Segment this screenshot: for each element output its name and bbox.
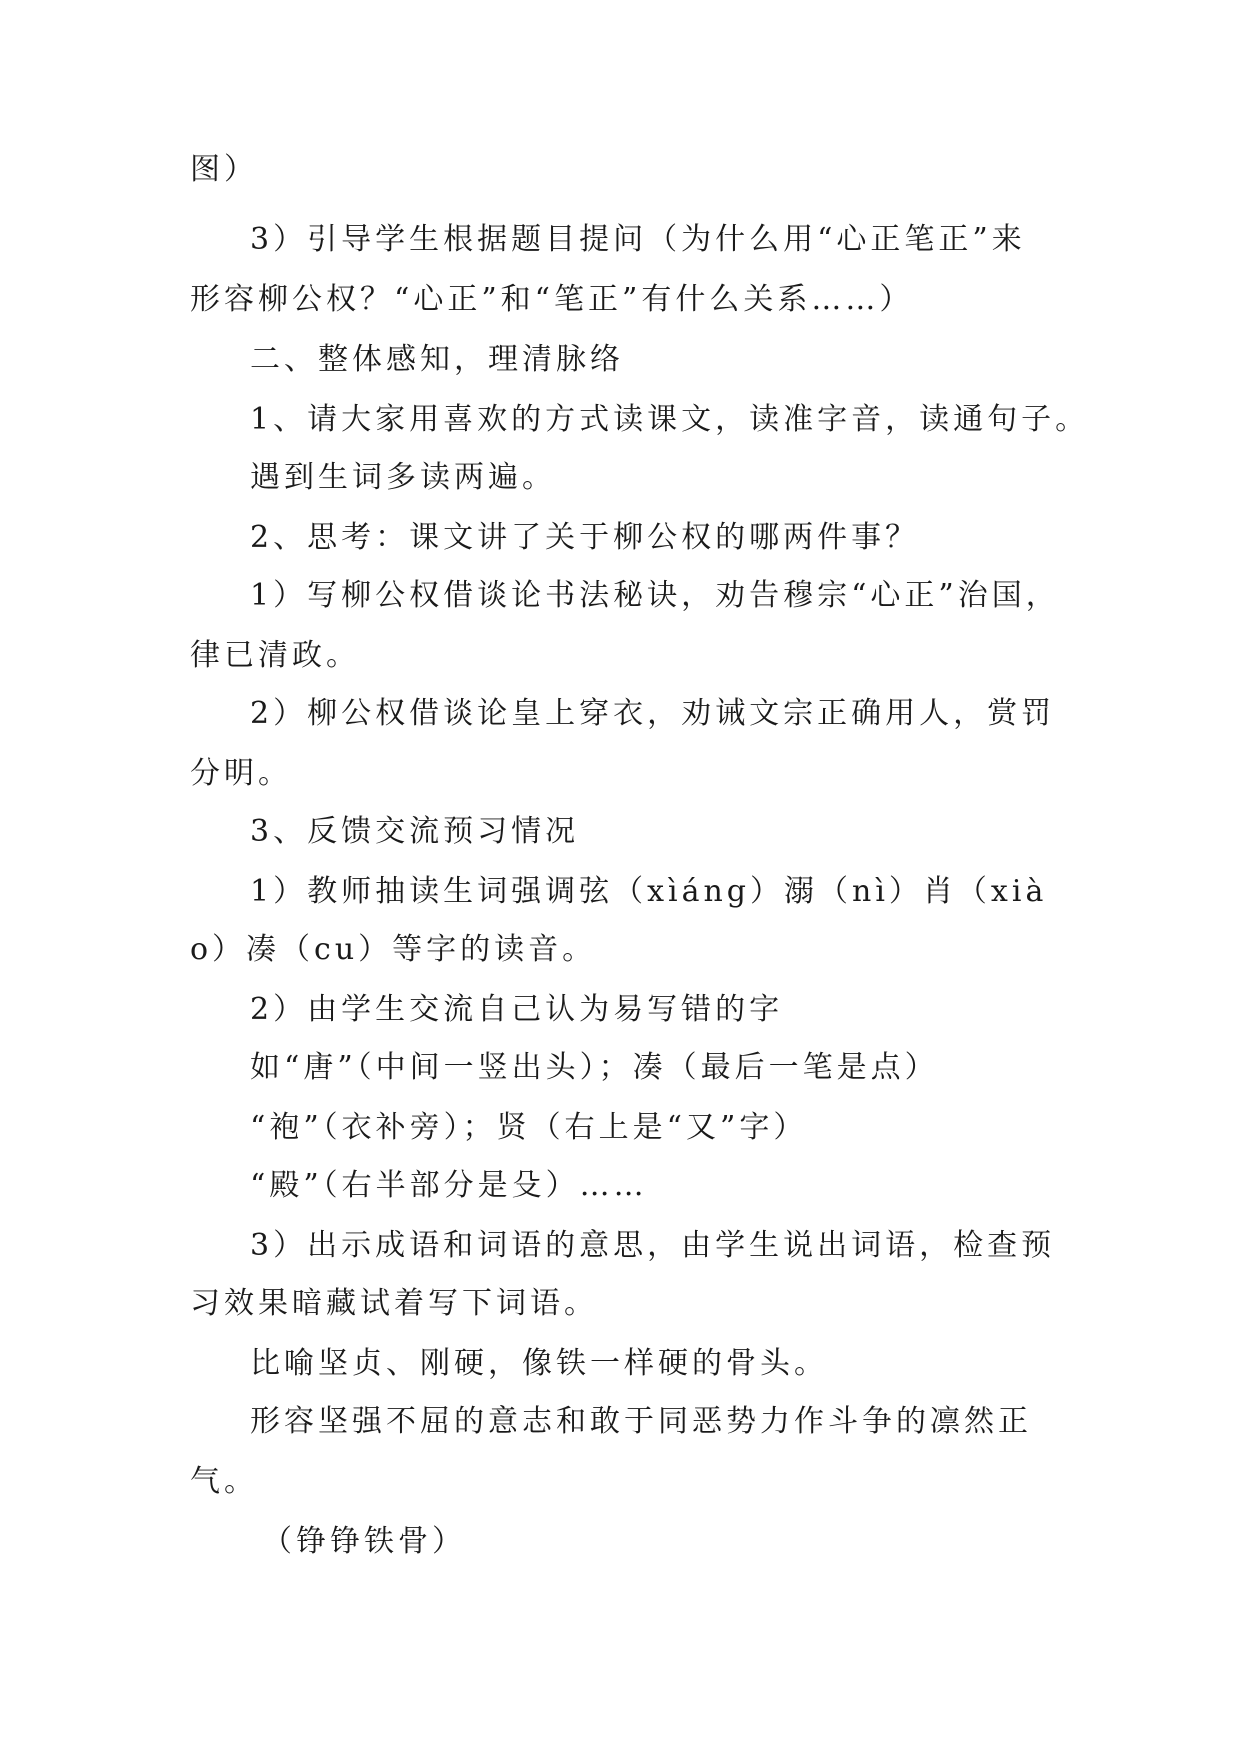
text-line: “殿”（右半部分是殳）……	[250, 1168, 648, 1203]
text-line: 遇到生词多读两遍。	[250, 460, 556, 495]
text-line: 3）出示成语和词语的意思，由学生说出词语，检查预	[250, 1228, 1056, 1263]
text-line: 2、思考：课文讲了关于柳公权的哪两件事？	[250, 520, 920, 555]
text-line: 2）由学生交流自己认为易写错的字	[250, 992, 784, 1027]
text-line: 习效果暗藏试着写下词语。	[190, 1286, 598, 1321]
text-line: “袍”（衣补旁）；贤（右上是“又”字）	[250, 1110, 808, 1145]
text-line: 3）引导学生根据题目提问（为什么用“心正笔正”来	[250, 222, 1026, 257]
text-line: 1）写柳公权借谈论书法秘诀，劝告穆宗“心正”治国，	[250, 578, 1060, 613]
text-line: （铮铮铁骨）	[262, 1524, 466, 1559]
text-line: 如“唐”（中间一竖出头）；凑（最后一笔是点）	[250, 1050, 939, 1085]
text-line: 律已清政。	[190, 638, 360, 673]
text-line: 2）柳公权借谈论皇上穿衣，劝诫文宗正确用人，赏罚	[250, 696, 1056, 731]
text-line: 形容柳公权？“心正”和“笔正”有什么关系……）	[190, 282, 914, 317]
text-line: o）凑（cu）等字的读音。	[190, 932, 597, 967]
section-heading: 二、整体感知，理清脉络	[250, 342, 624, 377]
text-line: 形容坚强不屈的意志和敢于同恶势力作斗争的凛然正	[250, 1404, 1032, 1439]
text-line: 比喻坚贞、刚硬，像铁一样硬的骨头。	[250, 1346, 828, 1381]
text-line: 3、反馈交流预习情况	[250, 814, 580, 849]
text-line: 1、请大家用喜欢的方式读课文，读准字音，读通句子。	[250, 402, 1090, 437]
text-line: 气。	[190, 1464, 258, 1499]
text-line: 图）	[190, 152, 258, 187]
text-line: 1）教师抽读生词强调弦（xìáng）溺（nì）肖（xià	[250, 874, 1048, 909]
text-line: 分明。	[190, 756, 292, 791]
